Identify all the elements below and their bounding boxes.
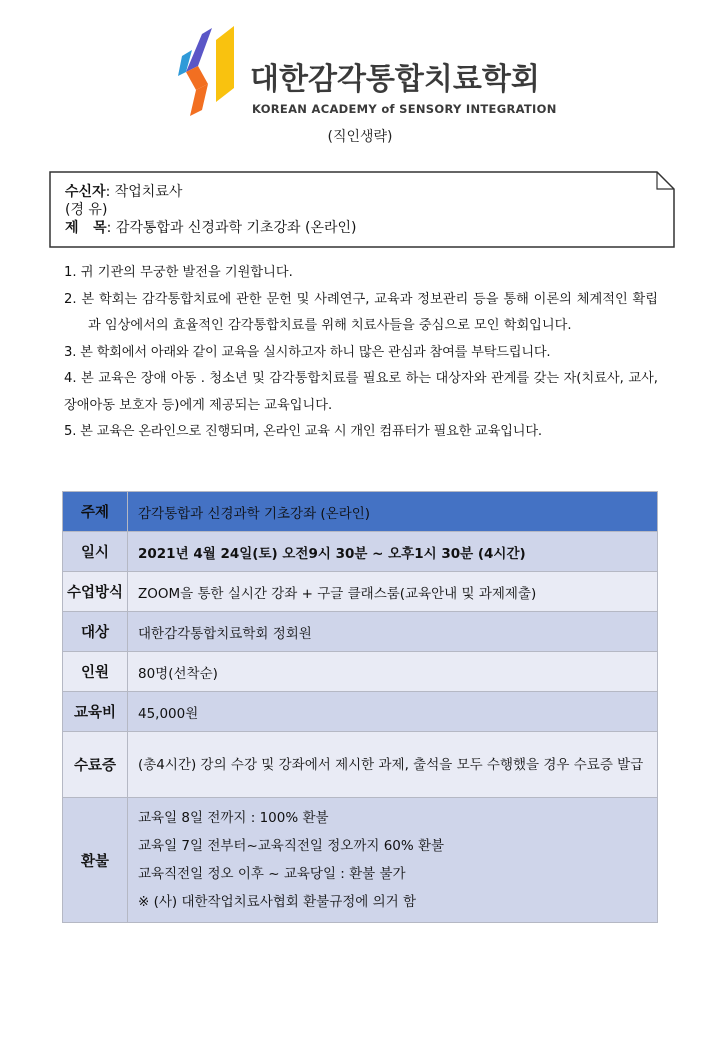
recipient-line: [65, 183, 182, 201]
org-logo: [178, 26, 558, 122]
logo-mark-icon: [178, 26, 240, 118]
letter-body: [64, 260, 658, 446]
table-row-capacity: [63, 652, 658, 692]
method-value: ZOOM을 통한 실시간 강좌 + 구글 클래스룸(교육안내 및 과제제출): [128, 572, 658, 612]
paragraph-3: 3. 본 학회에서 아래와 같이 교육을 실시하고자 하니 많은 관심과 참여를 부탁드립니다.: [64, 344, 551, 360]
seal-note: (직인생략): [327, 129, 393, 145]
table-row-target: [63, 612, 658, 652]
topic-value: 감각통합과 신경과학 기초강좌 (온라인): [128, 492, 658, 532]
course-info-table: [62, 491, 658, 923]
table-row-method: [63, 572, 658, 612]
refund-label: 환불: [63, 798, 128, 923]
target-value: 대한감각통합치료학회 정회원: [128, 612, 658, 652]
topic-label: 주제: [63, 492, 128, 532]
fee-label: 교육비: [63, 692, 128, 732]
recipient-value: : 작업치료사: [105, 184, 183, 200]
org-name-english: KOREAN ACADEMY of SENSORY INTEGRATION: [252, 102, 557, 116]
fee-value: 45,000원: [128, 692, 658, 732]
target-label: 대상: [63, 612, 128, 652]
subject-line: [65, 219, 357, 237]
capacity-label: 인원: [63, 652, 128, 692]
refund-policy: [128, 798, 658, 923]
paragraph-2: 2. 본 학회는 감각통합치료에 관한 문헌 및 사례연구, 교육과 정보관리 등을 통해 이론의 체계적인 확립과 임상에서의 효율적인 감각통합치료를 위해 치료사들을 중심으로 모인 학회입니다.: [64, 291, 658, 333]
subject-label: 제 목: [65, 220, 107, 236]
table-row-certificate: [63, 732, 658, 798]
refund-line: 교육일 7일 전부터~교육직전일 정오까지 60% 환불: [138, 838, 445, 854]
refund-line: 교육일 8일 전까지 : 100% 환불: [138, 810, 329, 826]
org-name-korean: 대한감각통합치료학회: [250, 62, 540, 97]
certificate-label: 수료증: [63, 732, 128, 798]
table-row-date: [63, 532, 658, 572]
table-row-fee: [63, 692, 658, 732]
paragraph-4: 4. 본 교육은 장애 아동 . 청소년 및 감각통합치료를 필요로 하는 대상자와 관계를 갖는 자(치료사, 교사, 장애아동 보호자 등)에게 제공되는 교육입니다.: [64, 371, 658, 413]
recipient-box: [49, 171, 675, 248]
method-label: 수업방식: [63, 572, 128, 612]
recipient-label: 수신자: [65, 184, 106, 200]
table-row-topic: [63, 492, 658, 532]
refund-line: ※ (사) 대한작업치료사협회 환불규정에 의거 함: [138, 894, 417, 910]
capacity-value: 80명(선착순): [128, 652, 658, 692]
paragraph-5: 5. 본 교육은 온라인으로 진행되며, 온라인 교육 시 개인 컴퓨터가 필요한 교육입니다.: [64, 424, 542, 439]
paragraph-1: 1. 귀 기관의 무궁한 발전을 기원합니다.: [64, 265, 293, 280]
certificate-value: (총4시간) 강의 수강 및 강좌에서 제시한 과제, 출석을 모두 수행했을 경우 수료증 발급: [128, 732, 658, 798]
table-row-refund: [63, 798, 658, 923]
refund-line: 교육직전일 정오 이후 ~ 교육당일 : 환불 불가: [138, 866, 406, 882]
date-value: 2021년 4월 24일(토) 오전9시 30분 ~ 오후1시 30분 (4시간): [128, 532, 658, 572]
subject-value: : 감각통합과 신경과학 기초강좌 (온라인): [106, 220, 357, 236]
via-line: (경 유): [65, 202, 108, 218]
date-label: 일시: [63, 532, 128, 572]
